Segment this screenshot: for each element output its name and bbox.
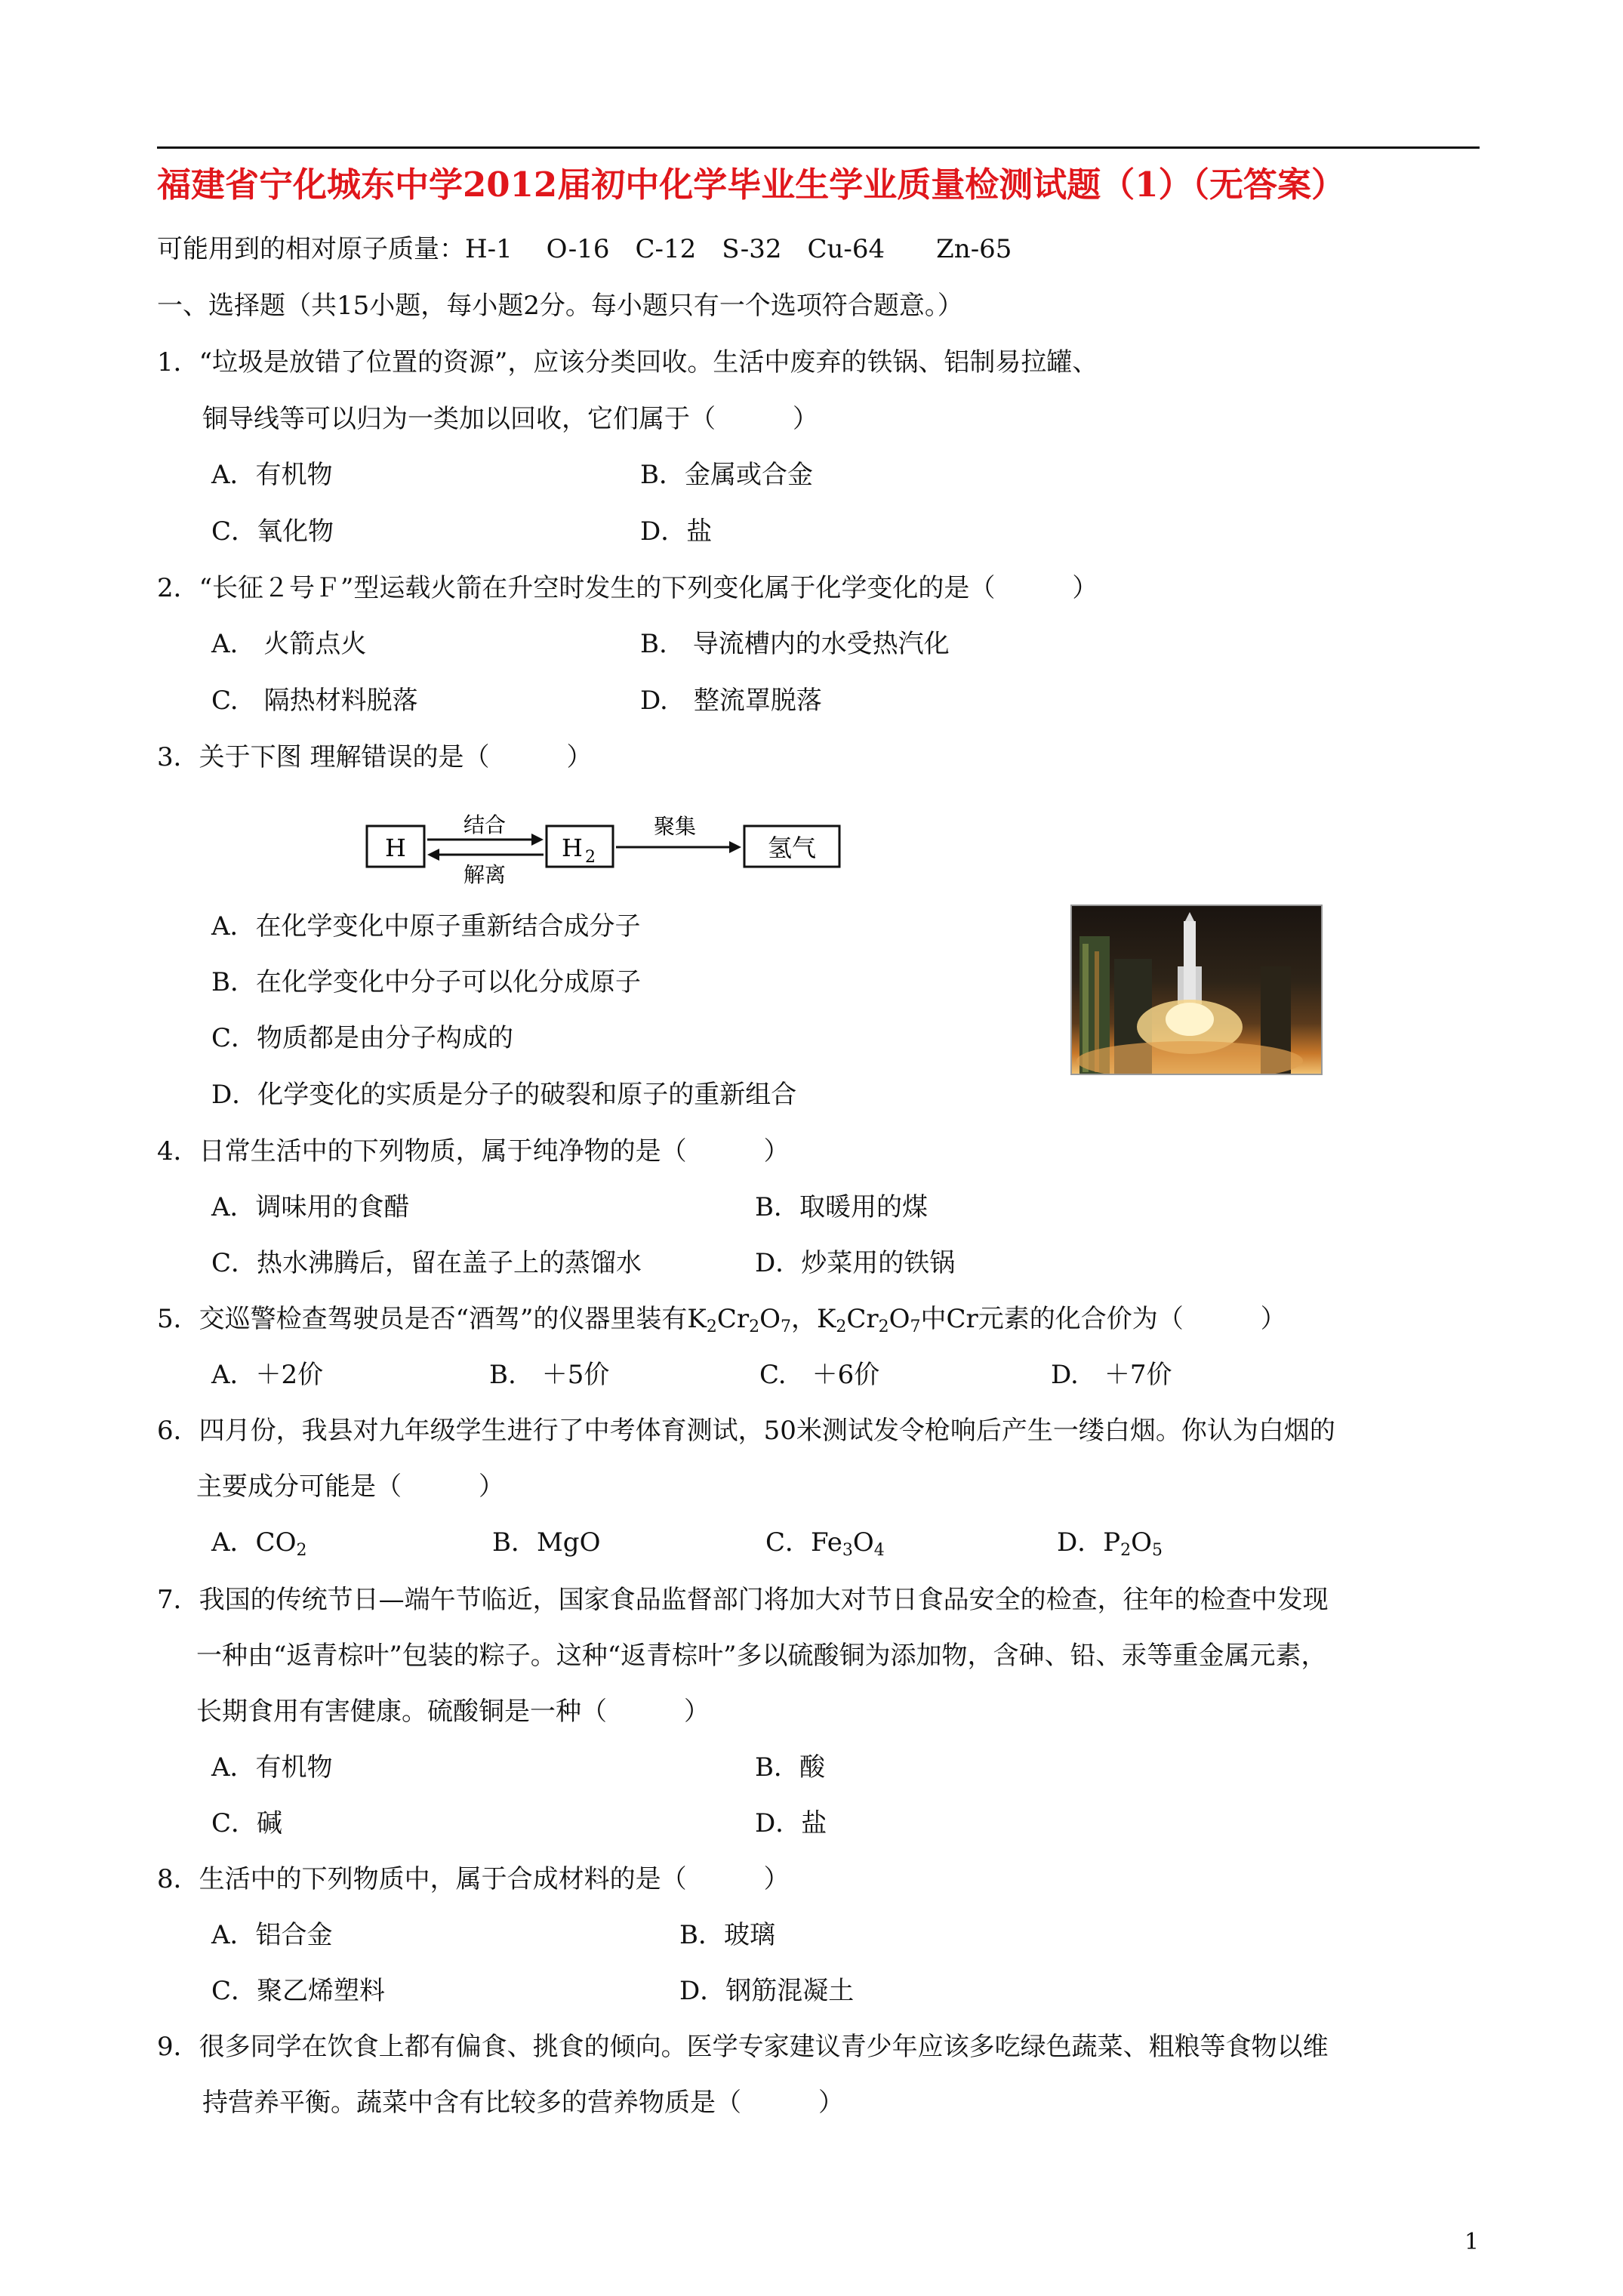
question-5-number: 5．: [157, 1304, 199, 1334]
question-9-text: 很多同学在饮食上都有偏食、挑食的倾向。医学专家建议青少年应该多吃绿色蔬菜、粗粮等食物以维: [199, 2032, 1329, 2062]
question-6-option-c: [765, 1524, 885, 1561]
atomic-masses: 可能用到的相对原子质量：H-1 O-16 C-12 S-32 Cu-64 Zn-65: [157, 234, 1012, 264]
question-5-option-c: C. ＋6价: [759, 1360, 880, 1390]
question-6-stem: [157, 1412, 1335, 1450]
question-8-option-d: D．钢筋混凝土: [679, 1976, 855, 2006]
question-4-option-d: D．炒菜用的铁锅: [755, 1248, 956, 1278]
option-c-text: C．Fe: [765, 1527, 842, 1558]
page-number: 1: [1464, 2229, 1480, 2255]
question-1-option-a: A．有机物: [211, 460, 333, 490]
question-7-number: 7．: [157, 1585, 199, 1615]
arrow-dissociate-label: 解离: [463, 862, 507, 886]
option-c-subscript: 4: [873, 1541, 885, 1560]
question-3-option-c: C．物质都是由分子构成的: [211, 1023, 514, 1053]
question-4-number: 4．: [157, 1136, 199, 1166]
arrow-gather-label: 聚集: [653, 814, 697, 839]
diagram-box-hydrogen-gas-label: 氢气: [767, 834, 817, 862]
question-3-option-b: B．在化学变化中分子可以化分成原子: [211, 967, 641, 997]
diagram-box-h2-subscript: 2: [585, 848, 596, 867]
question-6-number: 6．: [157, 1416, 199, 1446]
question-4-option-c: C．热水沸腾后，留在盖子上的蒸馏水: [211, 1248, 642, 1278]
question-1-text: “垃圾是放错了位置的资源”，应该分类回收。生活中废弃的铁锅、铝制易拉罐、: [199, 347, 1098, 378]
question-1-stem: [157, 344, 1098, 381]
option-d-text: D．P: [1057, 1527, 1121, 1558]
exam-title: 福建省宁化城东中学2012届初中化学毕业生学业质量检测试题（1）（无答案）: [157, 165, 1346, 205]
question-1-number: 1．: [157, 347, 199, 378]
rocket-booster-right: [1196, 966, 1202, 1004]
question-3-option-a: A．在化学变化中原子重新结合成分子: [211, 911, 641, 942]
question-9-text-cont: 持营养平衡。蔬菜中含有比较多的营养物质是（ ）: [202, 2088, 844, 2118]
option-d-subscript: 2: [1120, 1541, 1132, 1560]
question-7-text: 我国的传统节日—端午节临近，国家食品监督部门将加大对节日食品安全的检查，往年的检查中发现: [199, 1585, 1329, 1615]
option-a-subscript: 2: [296, 1541, 307, 1560]
arrow-gather-head: [729, 841, 741, 853]
header-rule: [157, 146, 1480, 149]
section-heading: 一、选择题（共15小题，每小题2分。每小题只有一个选项符合题意。）: [157, 291, 963, 321]
rocket-booster-left: [1178, 966, 1184, 1004]
question-2-option-a: A. 火箭点火: [211, 629, 367, 659]
rocket-launch-image: [1070, 905, 1323, 1075]
diagram-box-h2-label: H: [562, 834, 583, 862]
question-8-option-c: C．聚乙烯塑料: [211, 1976, 386, 2006]
question-7-text-cont: 一种由“返青棕叶”包装的粽子。这种“返青棕叶”多以硫酸铜为添加物，含砷、铅、汞等重金属元素，: [196, 1641, 1327, 1671]
question-1-option-d: D．盐: [640, 516, 713, 547]
question-1-option-c: C．氧化物: [211, 516, 334, 547]
question-6-text-cont: 主要成分可能是（ ）: [196, 1472, 504, 1502]
question-1-option-b: B．金属或合金: [640, 460, 813, 490]
question-8-text: 生活中的下列物质中，属于合成材料的是（ ）: [199, 1864, 790, 1894]
arrow-combine-head: [531, 834, 544, 846]
question-4-option-a: A．调味用的食醋: [211, 1192, 410, 1222]
question-5-option-a: A．＋2价: [211, 1360, 324, 1390]
question-7-option-c: C．碱: [211, 1808, 283, 1838]
formula-k2cr2o7: $K_2Cr_2O_7$，$K_2Cr_2O_7$: [687, 1304, 921, 1336]
question-9-stem: [157, 2028, 1329, 2066]
option-c-text-o: O: [852, 1527, 874, 1558]
question-2-text: “长征２号Ｆ”型运载火箭在升空时发生的下列变化属于化学变化的是（ ）: [199, 573, 1098, 603]
question-4-text: 日常生活中的下列物质，属于纯净物的是（ ）: [199, 1136, 790, 1166]
question-7-option-b: B．酸: [755, 1752, 825, 1783]
question-3-text: 关于下图 理解错误的是（ ）: [199, 742, 593, 772]
question-7-option-a: A．有机物: [211, 1752, 333, 1783]
question-5-text-end: 中Cr元素的化合价为（ ）: [920, 1304, 1286, 1334]
question-3-number: 3．: [157, 742, 199, 772]
question-6-option-a: [211, 1524, 306, 1561]
question-4-stem: [157, 1133, 790, 1170]
question-6-option-d: [1057, 1524, 1163, 1561]
arrow-dissociate-head: [427, 849, 439, 861]
hydrogen-diagram: [364, 803, 847, 886]
question-7-option-d: D．盐: [755, 1808, 827, 1838]
question-2-number: 2．: [157, 573, 199, 603]
option-d-text-o: O: [1131, 1527, 1153, 1558]
question-9-number: 9．: [157, 2032, 199, 2062]
question-6-option-b: B．MgO: [492, 1527, 601, 1558]
question-8-option-b: B．玻璃: [679, 1920, 775, 1950]
option-d-subscript: 5: [1152, 1541, 1163, 1560]
question-2-option-d: D. 整流罩脱落: [640, 686, 822, 716]
diagram-box-h-label: H: [385, 834, 406, 862]
rocket-body: [1184, 921, 1196, 1004]
question-7-text-cont-2: 长期食用有害健康。硫酸铜是一种（ ）: [196, 1697, 710, 1727]
question-7-stem: [157, 1581, 1329, 1619]
question-8-number: 8．: [157, 1864, 199, 1894]
question-5-text: 交巡警检查驾驶员是否“酒驾”的仪器里装有: [199, 1304, 688, 1334]
question-3-stem: [157, 738, 592, 776]
question-8-option-a: A．铝合金: [211, 1920, 333, 1950]
question-5-option-b: B. ＋5价: [489, 1360, 610, 1390]
question-2-option-c: C. 隔热材料脱落: [211, 686, 418, 716]
question-3-option-d: D．化学变化的实质是分子的破裂和原子的重新组合: [211, 1080, 797, 1110]
question-1-text-cont: 铜导线等可以归为一类加以回收，它们属于（ ）: [202, 404, 818, 434]
rocket-illustration: [1072, 906, 1321, 1074]
question-2-option-b: B. 导流槽内的水受热汽化: [640, 629, 950, 659]
option-c-subscript: 3: [842, 1541, 853, 1560]
question-2-stem: [157, 569, 1098, 607]
arrow-combine-label: 结合: [463, 812, 507, 837]
question-5-option-d: D. ＋7价: [1051, 1360, 1172, 1390]
question-5-stem: [157, 1300, 1286, 1338]
rocket-nose: [1185, 912, 1194, 921]
rocket-exhaust-core: [1166, 1003, 1214, 1036]
question-8-stem: [157, 1860, 790, 1898]
question-4-option-b: B．取暖用的煤: [755, 1192, 928, 1222]
option-a-text: A．CO: [211, 1527, 297, 1558]
question-6-text: 四月份，我县对九年级学生进行了中考体育测试，50米测试发令枪响后产生一缕白烟。你认为白烟的: [199, 1416, 1335, 1446]
